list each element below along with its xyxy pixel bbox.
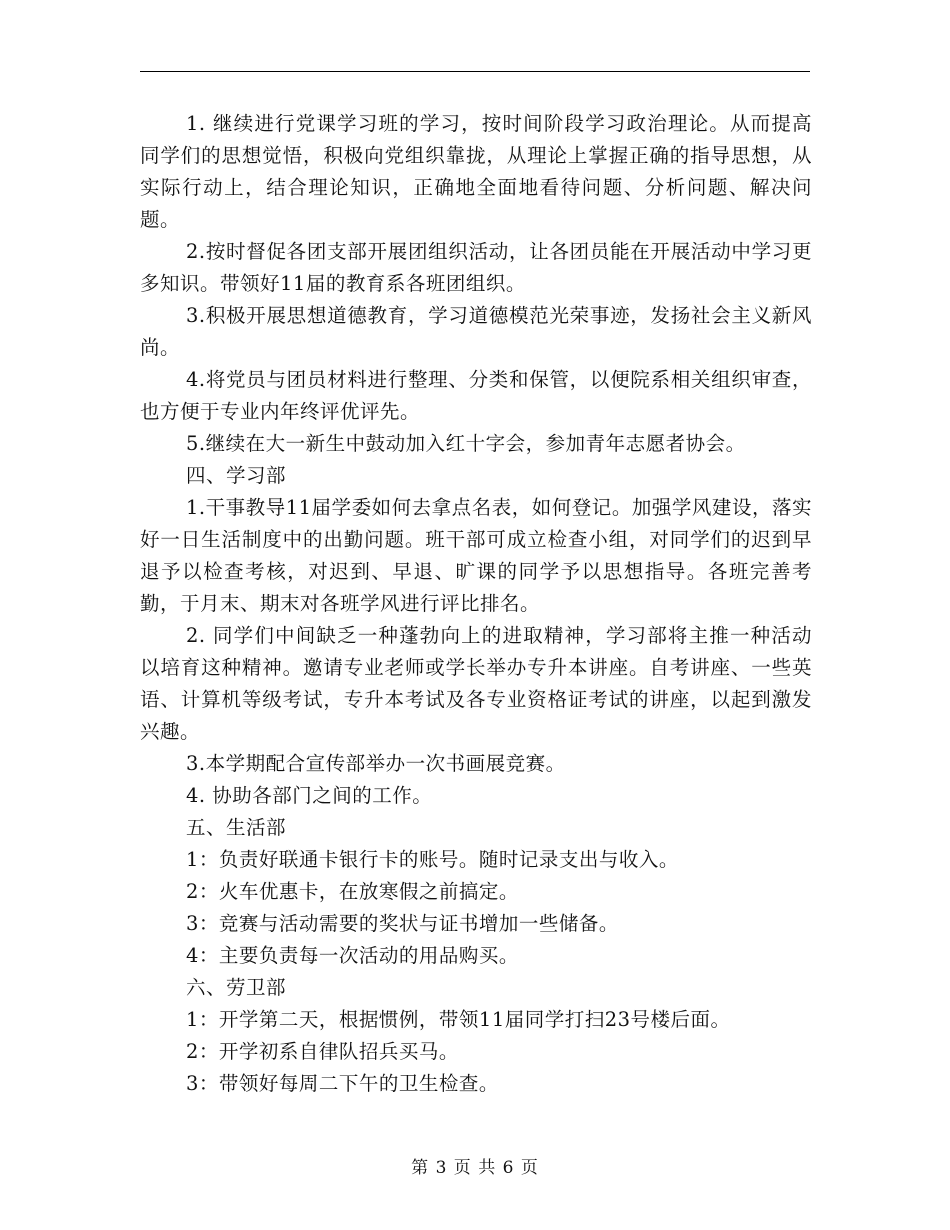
paragraph-league-activities: 2.按时督促各团支部开展团组织活动，让各团员能在开展活动中学习更多知识。带领好11届的教育系各班团组织。	[140, 240, 812, 295]
header-rule	[140, 71, 810, 72]
list-item-recruitment: 2：开学初系自律队招兵买马。	[186, 1040, 459, 1063]
section-heading-study-dept: 四、学习部	[186, 464, 287, 487]
section-heading-sanitation-dept: 六、劳卫部	[186, 976, 287, 999]
paragraph-party-study: 1. 继续进行党课学习班的学习，按时间阶段学习政治理论。从而提高同学们的思想觉悟，积极向党组织靠拢，从理论上掌握正确的指导思想，从实际行动上，结合理论知识，正确地全面地看待问题、分析问题、解决问题。	[140, 112, 812, 231]
page-number: 第 3 页 共 6 页	[411, 1158, 539, 1178]
paragraph-lectures: 2. 同学们中间缺乏一种蓬勃向上的进取精神，学习部将主推一种活动以培育这种精神。邀请专业老师或学长举办专升本讲座。自考讲座、一些英语、计算机等级考试，专升本考试及各专业资格证考试的讲座，以起到激发兴趣。	[140, 624, 812, 743]
list-item-hygiene-check: 3：带领好每周二下午的卫生检查。	[186, 1072, 499, 1095]
list-item-train-card: 2：火车优惠卡，在放寒假之前搞定。	[186, 880, 519, 903]
paragraph-art-contest: 3.本学期配合宣传部举办一次书画展竞赛。	[186, 752, 566, 775]
list-item-purchasing: 4：主要负责每一次活动的用品购买。	[186, 944, 519, 967]
document-body	[140, 108, 812, 1100]
section-heading-life-dept: 五、生活部	[186, 816, 287, 839]
list-item-accounts: 1：负责好联通卡银行卡的账号。随时记录支出与收入。	[186, 848, 679, 871]
list-item-cleaning: 1：开学第二天，根据惯例，带领11届同学打扫23号楼后面。	[186, 1008, 731, 1031]
paragraph-attendance: 1.干事教导11届学委如何去拿点名表，如何登记。加强学风建设，落实好一日生活制度中的出勤问题。班干部可成立检查小组，对同学们的迟到早退予以检查考核，对迟到、早退、旷课的同学予以思想指导。各班完善考勤，于月末、期末对各班学风进行评比排名。	[140, 496, 812, 615]
list-item-certificates: 3：竞赛与活动需要的奖状与证书增加一些储备。	[186, 912, 619, 935]
paragraph-red-cross: 5.继续在大一新生中鼓动加入红十字会，参加青年志愿者协会。	[186, 432, 746, 455]
paragraph-member-records: 4.将党员与团员材料进行整理、分类和保管，以便院系相关组织审查，也方便于专业内年终评优评先。	[140, 368, 812, 423]
paragraph-assist-departments: 4. 协助各部门之间的工作。	[186, 784, 433, 807]
paragraph-moral-education: 3.积极开展思想道德教育，学习道德模范光荣事迹，发扬社会主义新风尚。	[140, 304, 812, 359]
